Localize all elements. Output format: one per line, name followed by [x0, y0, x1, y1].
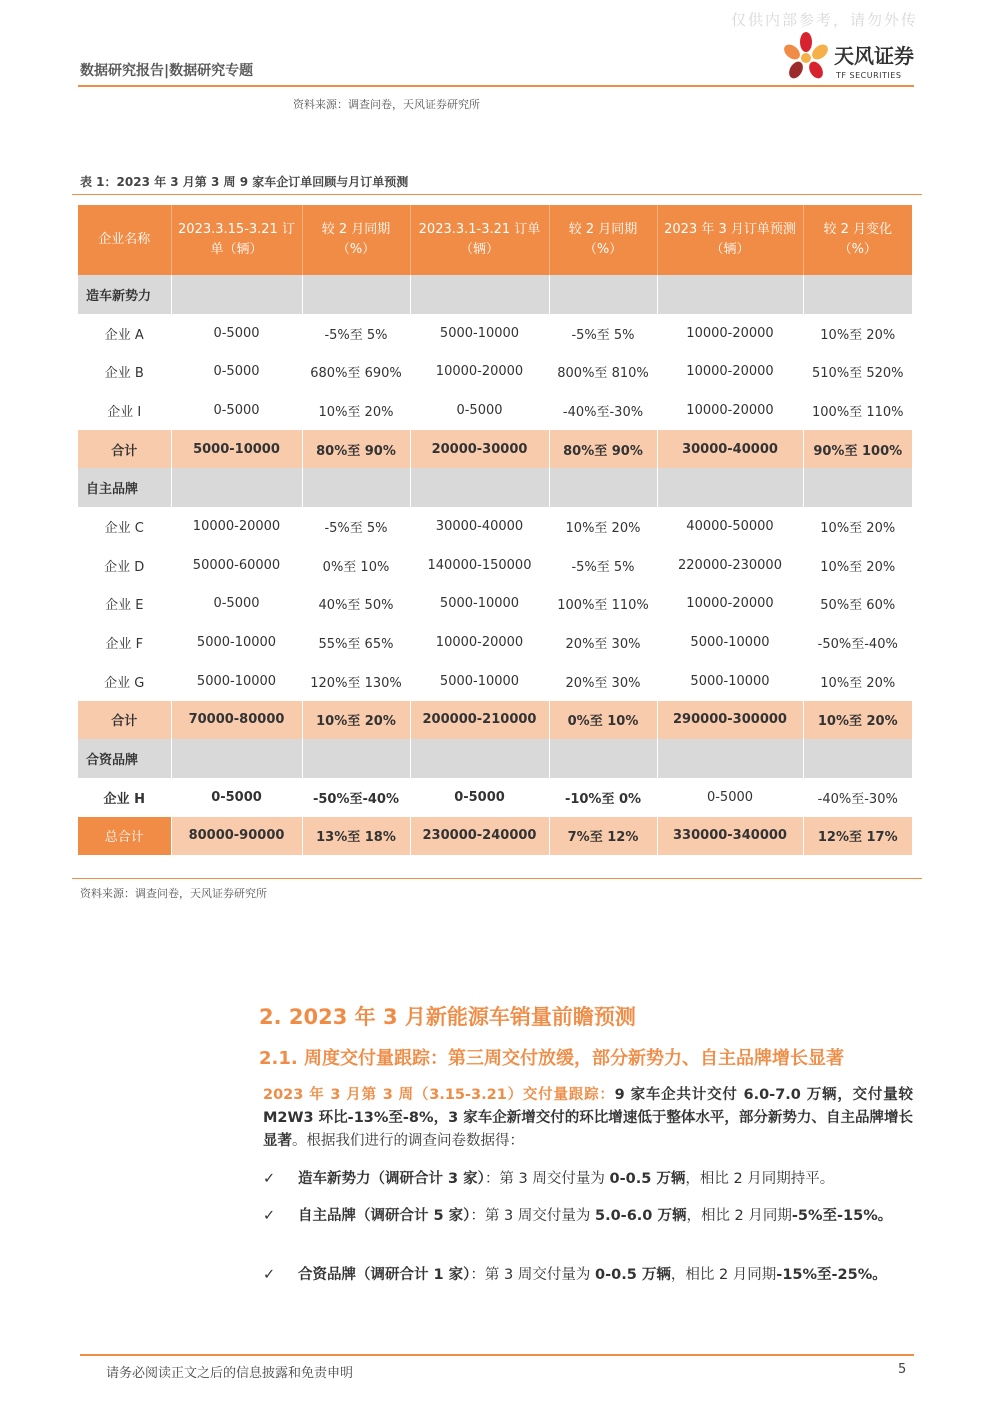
- table-cell: 企业 A: [104, 327, 144, 343]
- logo-subtext: TF SECURITIES: [836, 71, 902, 80]
- table-cell: 合计: [78, 430, 171, 469]
- page-number: 5: [898, 1362, 907, 1377]
- table-cell: 80000-90000: [171, 817, 302, 856]
- caption-divider: [72, 194, 922, 195]
- table-cell: 0-5000: [410, 391, 549, 430]
- table-cell: 5000-10000: [171, 430, 302, 469]
- table-cell: 0-5000: [171, 314, 302, 353]
- table-cell: 50%至 60%: [803, 585, 912, 624]
- table-cell: 20%至 30%: [549, 623, 657, 662]
- table-cell: 10%至 20%: [549, 507, 657, 546]
- column-header: 2023.3.15-3.21 订单（辆）: [171, 205, 302, 275]
- table-cell: 5000-10000: [171, 623, 302, 662]
- table-cell: -50%至-40%: [302, 778, 410, 817]
- table-row: [78, 391, 912, 430]
- table-cell: 0-5000: [171, 585, 302, 624]
- table-cell: 5000-10000: [410, 314, 549, 353]
- footer-divider: [80, 1354, 914, 1356]
- table-cell: 10000-20000: [657, 314, 803, 353]
- table-cell: 5000-10000: [410, 585, 549, 624]
- table-cell: 10%至 20%: [803, 546, 912, 585]
- table-cell: 7%至 12%: [549, 817, 657, 856]
- group-row: [78, 275, 912, 314]
- table-cell: 企业 E: [105, 598, 144, 614]
- bullet-text: ，相比 2 月同期: [670, 1267, 777, 1283]
- table-row: [78, 546, 912, 585]
- column-header: 较 2 月同期（%）: [549, 205, 657, 275]
- group-label: 合资品牌: [78, 739, 171, 778]
- table-cell: 总合计: [78, 817, 171, 856]
- subtotal-row: [78, 701, 912, 740]
- summary-paragraph: [263, 1084, 913, 1153]
- checkmark-icon: ✓: [263, 1267, 276, 1283]
- table-cell: 0-5000: [171, 778, 302, 817]
- report-header-title: 数据研究报告|数据研究专题: [80, 63, 254, 79]
- table-cell: 55%至 65%: [302, 623, 410, 662]
- table-cell: 40000-50000: [657, 507, 803, 546]
- table-row: [78, 352, 912, 391]
- bullet-text: ：第 3 周交付量为: [470, 1267, 595, 1283]
- table-cell: 0%至 10%: [549, 701, 657, 740]
- table-cell: 企业 I: [107, 404, 142, 420]
- table-cell: 100%至 110%: [803, 391, 912, 430]
- table-cell: -5%至 5%: [549, 546, 657, 585]
- column-header: 2023.3.1-3.21 订单（辆）: [410, 205, 549, 275]
- table-cell: 90%至 100%: [803, 430, 912, 469]
- bullet-value: 0-0.5 万辆: [595, 1267, 671, 1283]
- bullet-text: ：第 3 周交付量为: [484, 1171, 610, 1187]
- table-cell: 0-5000: [171, 391, 302, 430]
- bullet-value: 0-0.5 万辆: [609, 1171, 686, 1187]
- column-header: 企业名称: [78, 205, 171, 275]
- table-cell: 10%至 20%: [803, 701, 912, 740]
- table-cell: 30000-40000: [410, 507, 549, 546]
- table-cell: 140000-150000: [410, 546, 549, 585]
- table-cell: 企业 D: [104, 559, 145, 575]
- table-caption: 表 1：2023 年 3 月第 3 周 9 家车企订单回顾与月订单预测: [80, 175, 409, 189]
- table-cell: 企业 H: [103, 791, 145, 807]
- group-label: 造车新势力: [78, 275, 171, 314]
- table-cell: 企业 C: [104, 520, 144, 536]
- table-cell: 10%至 20%: [302, 701, 410, 740]
- logo-text: 天风证券: [834, 44, 914, 68]
- table-source-note: 资料来源：调查问卷，天风证券研究所: [80, 887, 267, 900]
- subsection-heading: 2.1. 周度交付量跟踪：第三周交付放缓，部分新势力、自主品牌增长显著: [259, 1048, 844, 1069]
- bullet-value: -15%至-25%。: [776, 1267, 887, 1283]
- table-cell: 80%至 90%: [302, 430, 410, 469]
- table-cell: 13%至 18%: [302, 817, 410, 856]
- bullet-text: ：第 3 周交付量为: [470, 1208, 595, 1224]
- header-divider: [78, 85, 914, 87]
- table-bottom-divider: [72, 878, 922, 879]
- table-cell: 220000-230000: [657, 546, 803, 585]
- table-cell: 30000-40000: [657, 430, 803, 469]
- bullet-value: 5.0-6.0 万辆: [595, 1208, 687, 1224]
- paragraph-highlight: 2023 年 3 月第 3 周（3.15-3.21）交付量跟踪：: [263, 1087, 615, 1103]
- bullet-text: ，相比 2 月同期: [685, 1171, 791, 1187]
- table-cell: 330000-340000: [657, 817, 803, 856]
- table-cell: -40%至-30%: [803, 778, 912, 817]
- table-cell: 680%至 690%: [302, 352, 410, 391]
- table-cell: 10000-20000: [657, 352, 803, 391]
- table-cell: 0-5000: [171, 352, 302, 391]
- table-cell: 70000-80000: [171, 701, 302, 740]
- bullet-lead: 造车新势力（调研合计 3 家）: [298, 1171, 485, 1187]
- table-cell: 10000-20000: [410, 623, 549, 662]
- table-cell: 200000-210000: [410, 701, 549, 740]
- table-cell: 40%至 50%: [302, 585, 410, 624]
- table-cell: -50%至-40%: [803, 623, 912, 662]
- grand-total-row: [78, 817, 912, 856]
- orders-table: [78, 205, 912, 855]
- table-cell: 50000-60000: [171, 546, 302, 585]
- table-cell: 合计: [78, 701, 171, 740]
- table-cell: 10000-20000: [657, 391, 803, 430]
- table-header-row: [78, 205, 912, 275]
- table-cell: 10000-20000: [657, 585, 803, 624]
- table-cell: -5%至 5%: [302, 507, 410, 546]
- bullet-value: -5%至-15%。: [791, 1208, 893, 1224]
- table-row: [78, 585, 912, 624]
- table-cell: 企业 G: [104, 675, 145, 691]
- table-cell: -40%至-30%: [549, 391, 657, 430]
- table-cell: 企业 F: [105, 637, 144, 653]
- table-cell: 0-5000: [657, 778, 803, 817]
- paragraph-text: 。根据我们进行的调查问卷数据得：: [292, 1133, 524, 1149]
- table-cell: 10%至 20%: [803, 314, 912, 353]
- bullet-text: 持平。: [790, 1171, 835, 1187]
- bullet-lead: 自主品牌（调研合计 5 家）: [298, 1208, 471, 1224]
- flower-logo-icon: [780, 30, 832, 86]
- table-cell: 20%至 30%: [549, 662, 657, 701]
- table-row: [78, 314, 912, 353]
- table-row: [78, 662, 912, 701]
- checkmark-icon: ✓: [263, 1208, 276, 1224]
- column-header: 较 2 月变化（%）: [803, 205, 912, 275]
- table-cell: 100%至 110%: [549, 585, 657, 624]
- table-cell: 0%至 10%: [302, 546, 410, 585]
- table-cell: 10%至 20%: [302, 391, 410, 430]
- table-cell: 10%至 20%: [803, 662, 912, 701]
- table-cell: 12%至 17%: [803, 817, 912, 856]
- table-cell: 290000-300000: [657, 701, 803, 740]
- table-cell: -10%至 0%: [549, 778, 657, 817]
- table-cell: -5%至 5%: [302, 314, 410, 353]
- table-cell: 企业 B: [104, 366, 144, 382]
- table-cell: 0-5000: [410, 778, 549, 817]
- column-header: 较 2 月同期（%）: [302, 205, 410, 275]
- table-cell: 5000-10000: [657, 623, 803, 662]
- table-cell: 10%至 20%: [803, 507, 912, 546]
- section-heading: 2. 2023 年 3 月新能源车销量前瞻预测: [259, 1005, 636, 1029]
- paragraph-bold-text: 9 家车企共计交付 6.0-7.0 万辆，交付量较 M2W3 环比-13%至-8%，3 家车企新增交付的环比增速低于整体水平，部分新势力、自主品牌增长显著: [263, 1087, 914, 1149]
- group-label: 自主品牌: [78, 468, 171, 507]
- table-cell: 10000-20000: [171, 507, 302, 546]
- table-row: [78, 507, 912, 546]
- table-cell: 10000-20000: [410, 352, 549, 391]
- column-header: 2023 年 3 月订单预测（辆）: [657, 205, 803, 275]
- bullet-text: ，相比 2 月同期: [686, 1208, 792, 1224]
- table-cell: 120%至 130%: [302, 662, 410, 701]
- table-row: [78, 778, 912, 817]
- table-cell: 800%至 810%: [549, 352, 657, 391]
- footer-disclaimer: 请务必阅读正文之后的信息披露和免责申明: [106, 1366, 354, 1381]
- table-cell: 230000-240000: [410, 817, 549, 856]
- table-cell: -5%至 5%: [549, 314, 657, 353]
- company-logo: [780, 30, 920, 86]
- table-cell: 510%至 520%: [803, 352, 912, 391]
- group-row: [78, 468, 912, 507]
- table-cell: 5000-10000: [410, 662, 549, 701]
- watermark: 仅供内部参考，请勿外传: [730, 11, 918, 29]
- subtotal-row: [78, 430, 912, 469]
- table-cell: 80%至 90%: [549, 430, 657, 469]
- table-cell: 5000-10000: [171, 662, 302, 701]
- group-row: [78, 739, 912, 778]
- checkmark-icon: ✓: [263, 1171, 276, 1187]
- bullet-lead: 合资品牌（调研合计 1 家）: [298, 1267, 471, 1283]
- table-cell: 5000-10000: [657, 662, 803, 701]
- table-cell: 20000-30000: [410, 430, 549, 469]
- table-row: [78, 623, 912, 662]
- top-source-note: 资料来源：调查问卷，天风证券研究所: [293, 98, 480, 111]
